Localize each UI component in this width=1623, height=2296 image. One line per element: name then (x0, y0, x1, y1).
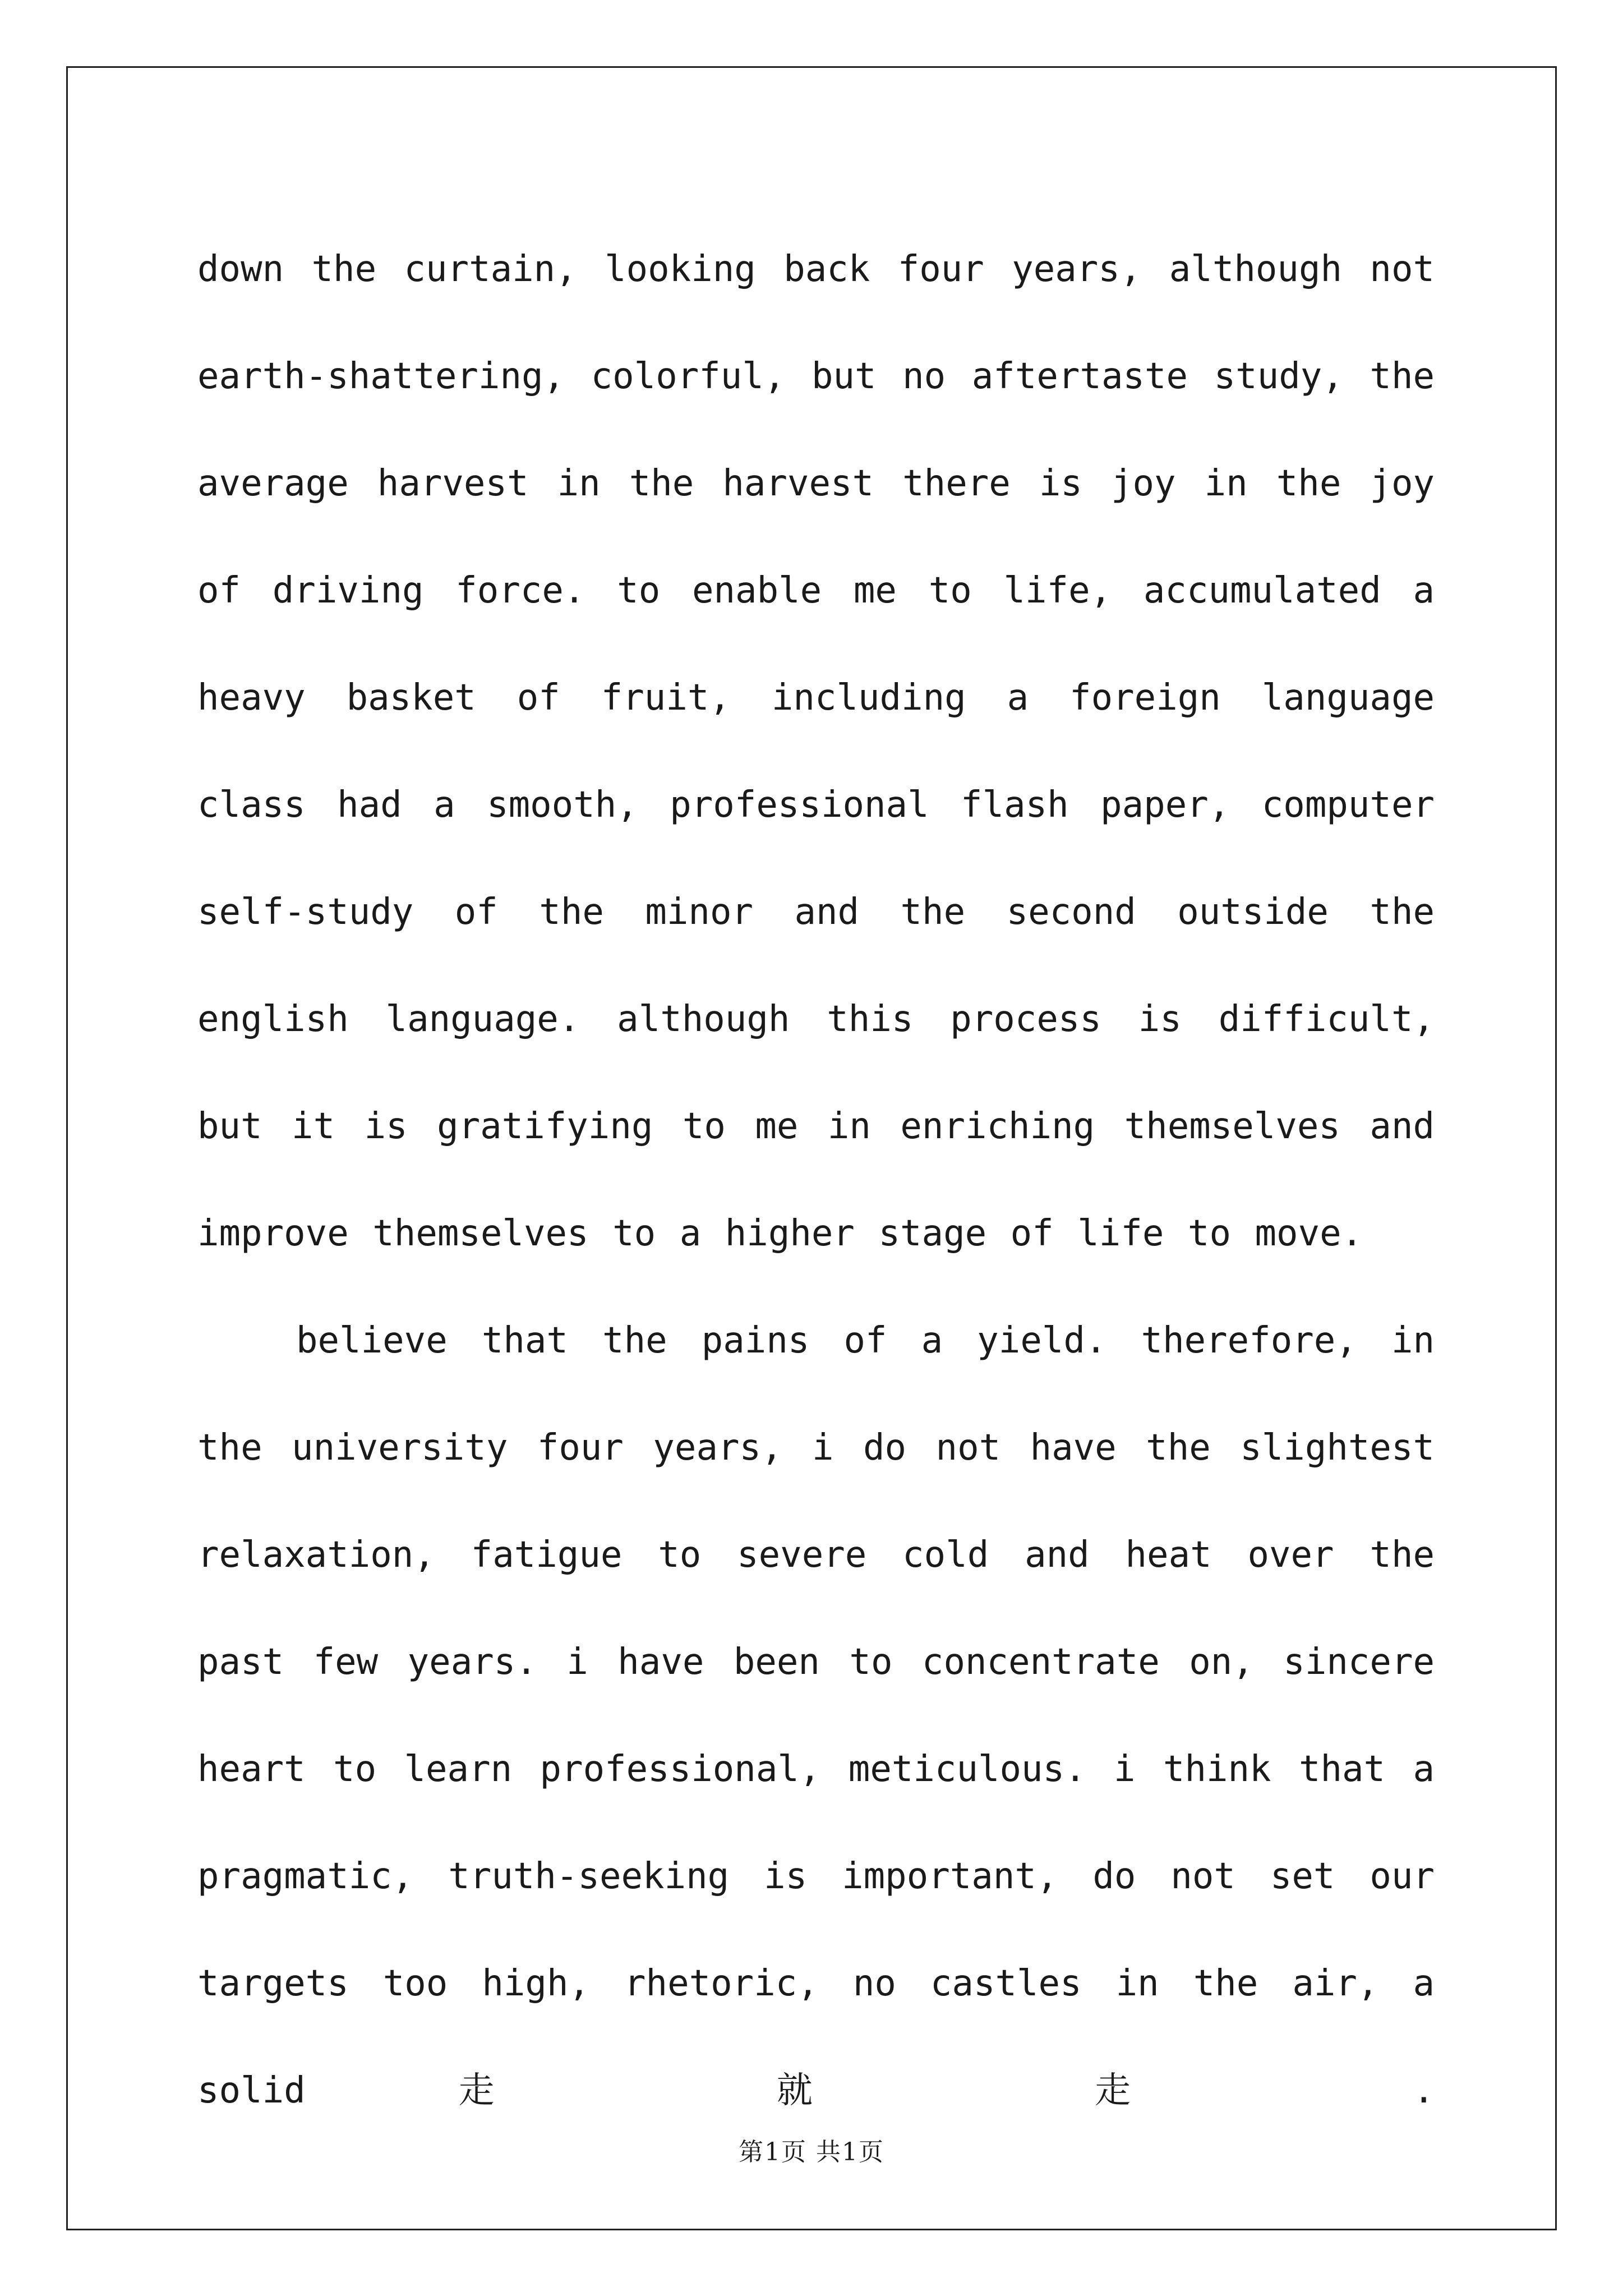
paragraph-1: down the curtain, looking back four years, although not earth-shattering, colorful, but no aftertaste study, the average harvest in the harvest there is joy in the joy of driving force. to enable me to life, accumulated a heavy basket of fruit, including a foreign language class had a smooth, professional flash paper, computer self-study of the minor and the second outside the english language. although this process is difficult, but it is gratifying to me in enriching themselves and improve themselves to a higher stage of life to move. (197, 249, 1435, 1254)
document-body (197, 216, 1435, 2145)
paragraph-2: believe that the pains of a yield. therefore, in the university four years, i do not have the slightest relaxation, fatigue to severe cold and heat over the past few years. i have been to concentrate on, sincere heart to learn professional, meticulous. i think that a pragmatic, truth-seeking is important, do not set our targets too high, rhetoric, no castles in the air, a solid 走 就 走 . (197, 1320, 1435, 2111)
page-number-footer: 第1页 共1页 (739, 2138, 884, 2166)
